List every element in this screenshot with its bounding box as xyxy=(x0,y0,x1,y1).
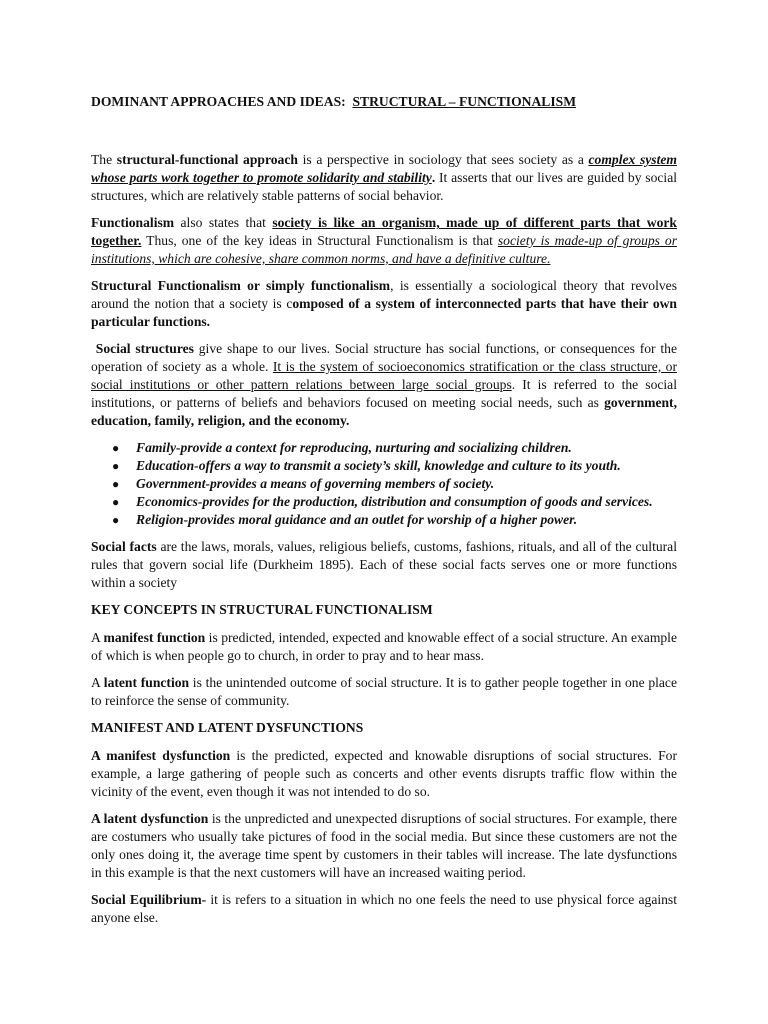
text: . It is referred to the social institutions, or patterns of beliefs and behaviors focused on meeting social needs, such as xyxy=(91,377,677,410)
heading-key-concepts: KEY CONCEPTS IN STRUCTURAL FUNCTIONALISM xyxy=(91,602,433,617)
text: , is essentially a sociological theory that revolves around the notion that a society is c xyxy=(91,278,677,311)
paragraph-social-facts xyxy=(91,538,677,592)
emphasis-organism: society is like an organism, made up of different parts that work together. xyxy=(91,215,677,248)
emphasis-stratification: It is the system of socioeconomics stratification or the class structure, or social institutions or other pattern relations between large social groups xyxy=(91,359,678,392)
list-item xyxy=(91,511,677,529)
list-item xyxy=(91,493,677,511)
emphasis-interconnected-parts: omposed of a system of interconnected parts that have their own particular functions. xyxy=(91,296,677,329)
paragraph-manifest-dysfunction xyxy=(91,747,677,801)
list-item-text: Education-offers a way to transmit a society’s skill, knowledge and culture to its youth. xyxy=(136,458,621,473)
list-item-text: Government-provides a means of governing members of society. xyxy=(136,476,495,491)
text: . xyxy=(431,170,440,185)
heading-dysfunctions: MANIFEST AND LATENT DYSFUNCTIONS xyxy=(91,720,364,735)
term-social-equilibrium: Social Equilibrium- xyxy=(91,892,207,907)
term-manifest-dysfunction: A manifest dysfunction xyxy=(91,748,231,763)
text: The xyxy=(91,152,117,167)
list-item xyxy=(91,457,677,475)
title-main: DOMINANT APPROACHES AND IDEAS: xyxy=(91,94,346,109)
text: is the predicted, expected and knowable disruptions of social structures. For example, a large gathering of people such as concerts and other events disrupts traffic flow within the vicinity of the event, even though it was not intended to do so. xyxy=(91,748,678,799)
paragraph-functionalism xyxy=(91,214,677,268)
bullet-icon: ● xyxy=(112,441,120,455)
bullet-icon: ● xyxy=(112,459,120,473)
paragraph-social-structures xyxy=(91,340,677,430)
emphasis-complex-system: complex system whose parts work together to promote solidarity and stability xyxy=(91,152,677,185)
text: is predicted, intended, expected and knowable effect of a social structure. An example of which is when people go to church, in order to pray and to hear mass. xyxy=(91,630,677,663)
text: Thus, one of the key ideas in Structural Functionalism is that xyxy=(141,233,498,248)
paragraph-latent-function xyxy=(91,674,677,710)
paragraph-manifest-function xyxy=(91,629,677,665)
text: are the laws, morals, values, religious beliefs, customs, fashions, rituals, and all of the cultural rules that govern social life (Durkheim 1895). Each of these social facts serves one or more functions within a society xyxy=(91,539,677,590)
term-social-facts: Social facts xyxy=(91,539,157,554)
term-latent-dysfunction: A latent dysfunction xyxy=(91,811,209,826)
text: it is refers to a situation in which no one feels the need to use physical force against anyone else. xyxy=(91,892,677,925)
paragraph-structural-functionalism xyxy=(91,277,677,331)
paragraph-social-equilibrium xyxy=(91,891,677,927)
document-body xyxy=(91,93,677,936)
bullet-icon: ● xyxy=(112,495,120,509)
list-item-text: Economics-provides for the production, distribution and consumption of goods and services. xyxy=(136,494,653,509)
bullet-list-institutions xyxy=(91,439,677,529)
text: also states that xyxy=(174,215,273,230)
term-latent-function: latent function xyxy=(103,675,190,690)
bullet-icon: ● xyxy=(112,477,120,491)
text: is a perspective in sociology that sees society as a xyxy=(297,152,589,167)
paragraph-structural-functional-approach xyxy=(91,151,677,205)
emphasis-institutions-list: government, education, family, religion, and the economy. xyxy=(91,395,677,428)
list-item-text: Religion-provides moral guidance and an outlet for worship of a higher power. xyxy=(136,512,578,527)
list-item xyxy=(91,475,677,493)
list-item-text: Family-provide a context for reproducing, nurturing and socializing children. xyxy=(136,440,572,455)
emphasis-groups-institutions: society is made-up of groups or institutions, which are cohesive, share common norms, and have a definitive culture. xyxy=(91,233,677,266)
text: A xyxy=(91,675,104,690)
term-structural-functionalism: Structural Functionalism or simply functionalism xyxy=(91,278,391,293)
term-structural-functional-approach: structural-functional approach xyxy=(116,152,298,167)
term-social-structures: Social structures xyxy=(95,341,194,356)
text: is the unintended outcome of social structure. It is to gather people together in one place to reinforce the sense of community. xyxy=(91,675,677,708)
text: give shape to our lives. Social structure has social functions, or consequences for the operation of society as a whole. xyxy=(91,341,677,374)
text: It asserts that our lives are guided by social structures, which are relatively stable patterns of social behavior. xyxy=(91,170,678,203)
title-sub: STRUCTURAL – FUNCTIONALISM xyxy=(352,94,577,109)
paragraph-latent-dysfunction xyxy=(91,810,677,882)
text: A xyxy=(91,630,104,645)
term-functionalism: Functionalism xyxy=(91,215,175,230)
bullet-icon: ● xyxy=(112,513,120,527)
term-manifest-function: manifest function xyxy=(103,630,206,645)
text: is the unpredicted and unexpected disruptions of social structures. For example, there are costumers who usually take pictures of food in the social media. But since these customers are not the only ones doing it, the average time spent by customers in their tables will increase. The late dysfunctions in this example is that the next customers will have an increased waiting period. xyxy=(91,811,678,880)
page-title xyxy=(91,93,677,111)
list-item xyxy=(91,439,677,457)
